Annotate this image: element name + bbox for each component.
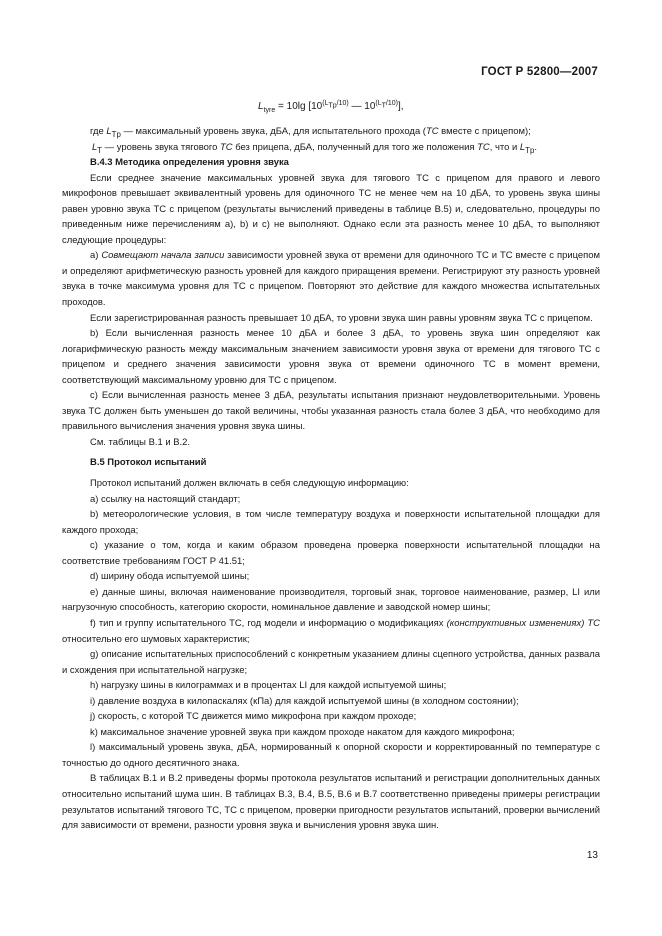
formula-lhs: L	[258, 101, 264, 112]
paragraph-a-lead: a)	[90, 250, 102, 262]
where-end: вместе с прицепом);	[438, 126, 531, 137]
paragraph-a-rest: зависимости уровней звука от времени для одиночного ТС и ТС вместе с прицепом и определяют арифметическую разность уровней для каждого приращения времени. Регистрируют эту разность уровней звука в точке максимума уровня для ТС с прицепом. Повторяют это действие для каждого множества испытательных проходов.	[62, 250, 600, 309]
section-heading-b5: В.5 Протокол испытаний	[90, 457, 207, 469]
document-header: ГОСТ Р 52800—2007	[481, 66, 598, 78]
lt-tc: TC	[220, 141, 233, 153]
protocol-item-e: e) данные шины, включая наименование производителя, торговый знак, торговое наименование, размер, LI или нагрузочную способность, категорию скорости, номинальное давление и заводской номер шины;	[62, 586, 600, 614]
protocol-item-j: j) скорость, с которой ТС движется мимо микрофона при каждом проходе;	[90, 711, 417, 723]
formula-lhs-sub: tyre	[263, 107, 276, 114]
paragraph-b43-intro: Если среднее значение максимальных уровней звука для тягового ТС с прицепом для правого и левого микрофонов превышает эквивалентный уровень для одиночного ТС не менее чем на 10 дБА, то уровень звука шины равен уровню звука ТС с прицепом (результаты вычислений приведены в таблице В.5) и, следовательно, процедуры по приведенным ниже перечислениям а), b) и c) не выполняют. Однако если эта разность менее 10 дБА, то выполняют следующие процедуры:	[62, 172, 600, 246]
paragraph-a-italic: Совмещают начала записи	[101, 250, 225, 262]
formula-exp1	[322, 99, 349, 110]
lt-text3: , что и	[489, 141, 520, 153]
protocol-intro: Протокол испытаний должен включать в себя следующую информацию:	[90, 478, 409, 490]
formula-exp1-post: /10)	[336, 99, 349, 107]
protocol-item-g: g) описание испытательных приспособлений с конкретным указанием длины сцепного устройства, данных развала и схождения при испытательной нагрузке;	[62, 649, 600, 676]
paragraph-b43-a	[62, 248, 600, 310]
where-ltp-line	[62, 124, 600, 140]
where-prefix: где	[90, 126, 107, 137]
protocol-item-a: a) ссылку на настоящий стандарт;	[90, 493, 241, 505]
lt-l2-sub: Tp	[525, 145, 535, 155]
where-lt-line	[62, 140, 600, 156]
lt-l2-symbol: L	[519, 141, 526, 153]
lt-text2: без прицепа, дБА, полученный для того же положения	[232, 141, 478, 153]
protocol-f-rest: относительно его шумовых характеристик;	[62, 633, 250, 645]
document-body	[62, 124, 600, 834]
where-l-symbol: L	[106, 126, 112, 137]
page-number: 13	[586, 850, 598, 861]
where-text: — максимальный уровень звука, дБА, для испытательного прохода (	[120, 126, 426, 137]
lt-l-symbol: L	[92, 141, 98, 153]
protocol-f-lead: f) тип и группу испытательного ТС, год модели и информацию о модификациях	[90, 617, 447, 629]
protocol-item-d: d) ширину обода испытуемой шины;	[90, 571, 250, 583]
paragraph-see-tables: См. таблицы В.1 и В.2.	[90, 436, 191, 448]
lt-end: .	[534, 141, 537, 153]
protocol-item-h: h) нагрузку шины в килограммах и в процентах LI для каждой испытуемой шины;	[90, 680, 447, 692]
formula-exp2-l: (L	[375, 99, 382, 107]
protocol-item-k: k) максимальное значение уровней звука при каждом проходе накатом для каждого микрофона;	[90, 726, 515, 738]
formula-mid: — 10	[348, 101, 376, 112]
protocol-item-l: l) максимальный уровень звука, дБА, нормированный к опорной скорости и корректированный по температуре с точностью до одного десятичного знака.	[62, 742, 600, 769]
paragraph-b43-c: c) Если вычисленная разность менее 3 дБА, результаты испытания признают неудовлетворительными. Уровень звука ТС должен быть уменьшен до такой величины, чтобы указанная разность стала более 3 дБА, что необходимо для правильного вычисления значения уровня звука шины.	[62, 390, 600, 433]
formula-exp2-post: /10)	[385, 99, 398, 107]
formula-rhs-end: ],	[397, 101, 404, 112]
lt-l-sub: T	[97, 145, 103, 155]
section-heading-b43: В.4.3 Методика определения уровня звука	[90, 157, 289, 169]
lt-text: — уровень звука тягового	[102, 141, 220, 153]
protocol-f-italic: (конструктивных изменениях) ТС	[446, 617, 601, 629]
paragraph-b43-a2: Если зарегистрированная разность превышает 10 дБА, то уровни звука шин равны уровням звука ТС с прицепом.	[90, 312, 593, 324]
formula-exp2-sub: T	[381, 102, 386, 110]
formula-exp1-sub: Tp	[328, 102, 337, 110]
formula-l-tyre	[258, 101, 404, 112]
where-l-sub: Tp	[111, 129, 121, 139]
paragraph-b43-b: b) Если вычисленная разность менее 10 дБА и более 3 дБА, то уровень звука шин определяют как логарифмическую разность между максимальным значением зависимости уровня звука от времени для тягового ТС с прицепом и среднего значения зависимости уровня звука от времени одиночного ТС в момент времени, соответствующий максимальному уровню для ТС с прицепом.	[62, 328, 600, 386]
where-tc: TC	[425, 126, 439, 137]
formula-exp2	[375, 99, 398, 110]
formula-exp1-l: (L	[322, 99, 329, 107]
protocol-item-b: b) метеорологические условия, в том числе температуру воздуха и поверхности испытательной площадки для каждого прохода;	[62, 509, 600, 536]
protocol-final-paragraph: В таблицах В.1 и В.2 приведены формы протокола результатов испытаний и регистрации дополнительных данных относительно испытаний шума шин. В таблицах В.3, В.4, В.5, В.6 и В.7 соответственно приведены примеры регистрации результатов испытаний тягового ТС, ТС с прицепом, проверки пригодности результатов испытаний, проверки вычислений для зависимости от времени, разности уровня звука и вычисления уровня звука шин.	[62, 773, 600, 832]
formula-rhs-pre: = 10lg [10	[278, 101, 323, 112]
protocol-item-f	[62, 616, 600, 647]
protocol-item-c: c) указание о том, когда и каким образом проведена проверка поверхности испытательной площадки на соответствие требованиям ГОСТ Р 41.51;	[62, 540, 600, 567]
protocol-item-i: i) давление воздуха в килопаскалях (кПа) для каждой испытуемой шины (в холодном состоянии);	[90, 695, 519, 707]
lt-tc2: TC	[477, 141, 490, 153]
